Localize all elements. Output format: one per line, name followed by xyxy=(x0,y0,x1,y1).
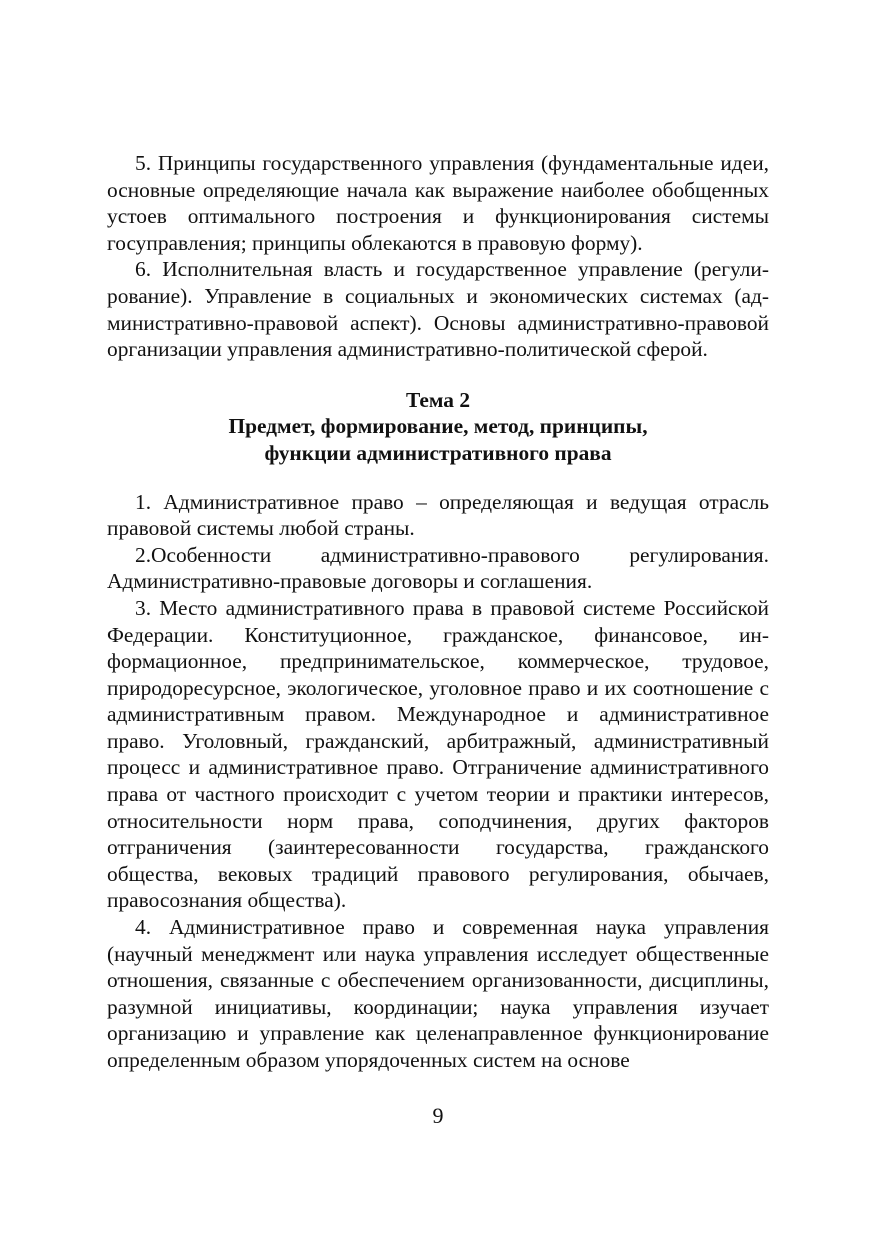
topic-title-line-1: Предмет, формирование, метод, принципы, xyxy=(228,414,648,439)
topic-heading xyxy=(107,387,769,467)
paragraph-6-executive-power: 6. Исполнительная власть и государственное управление (регулирование). Управление в социальных и экономических системах (административно-правовой аспект). Основы административно-правовой организации управления административно-политической сферой. xyxy=(107,257,769,362)
paragraph-4-management-science: 4. Административное право и современная наука управления (научный менеджмент или наука управления исследует общественные отношения, связанные с обеспечением организованности, дисциплины, разумной инициативы, координации; наука управления изучает организацию и управление как целенаправленное функционирование определенным образом упорядоченных систем на основе xyxy=(107,915,769,1072)
topic-title-line-2: функции административного права xyxy=(264,440,612,465)
paragraph-3-place-of-law: 3. Место административного права в правовой системе Российской Федерации. Конституционное, гражданское, финансовое, информационное, предпринимательское, коммерческое, трудовое, природоресурсное, экологическое, уголовное право и их соотношение с административным правом. Международное и административное право. Уголовный, гражданский, арбитражный, административный процесс и административное право. Отграничение административного права от частного происходит с учетом теории и практики интересов, относительности норм права, соподчинения, других факторов отграничения (заинтересованности государства, гражданского общества, вековых традиций правового регулирования, обычаев, правосознания общества). xyxy=(107,595,769,913)
paragraph-5-principles: 5. Принципы государственного управления (фундаментальные идеи, основные определяющие начала как выражение наиболее обобщенных устоев оптимального построения и функционирования системы госуправления; принципы облекаются в правовую форму). xyxy=(107,151,769,255)
page-body xyxy=(107,150,769,1074)
paragraph-2-features: 2.Особенности административно-правового регулирования. Административно-правовые договоры и соглашения. xyxy=(107,542,769,594)
page-number: 9 xyxy=(432,1103,444,1128)
topic-number: Тема 2 xyxy=(405,387,471,412)
paragraph-1-admin-law: 1. Административное право – определяющая и ведущая отрасль правовой системы любой страны. xyxy=(107,489,769,541)
